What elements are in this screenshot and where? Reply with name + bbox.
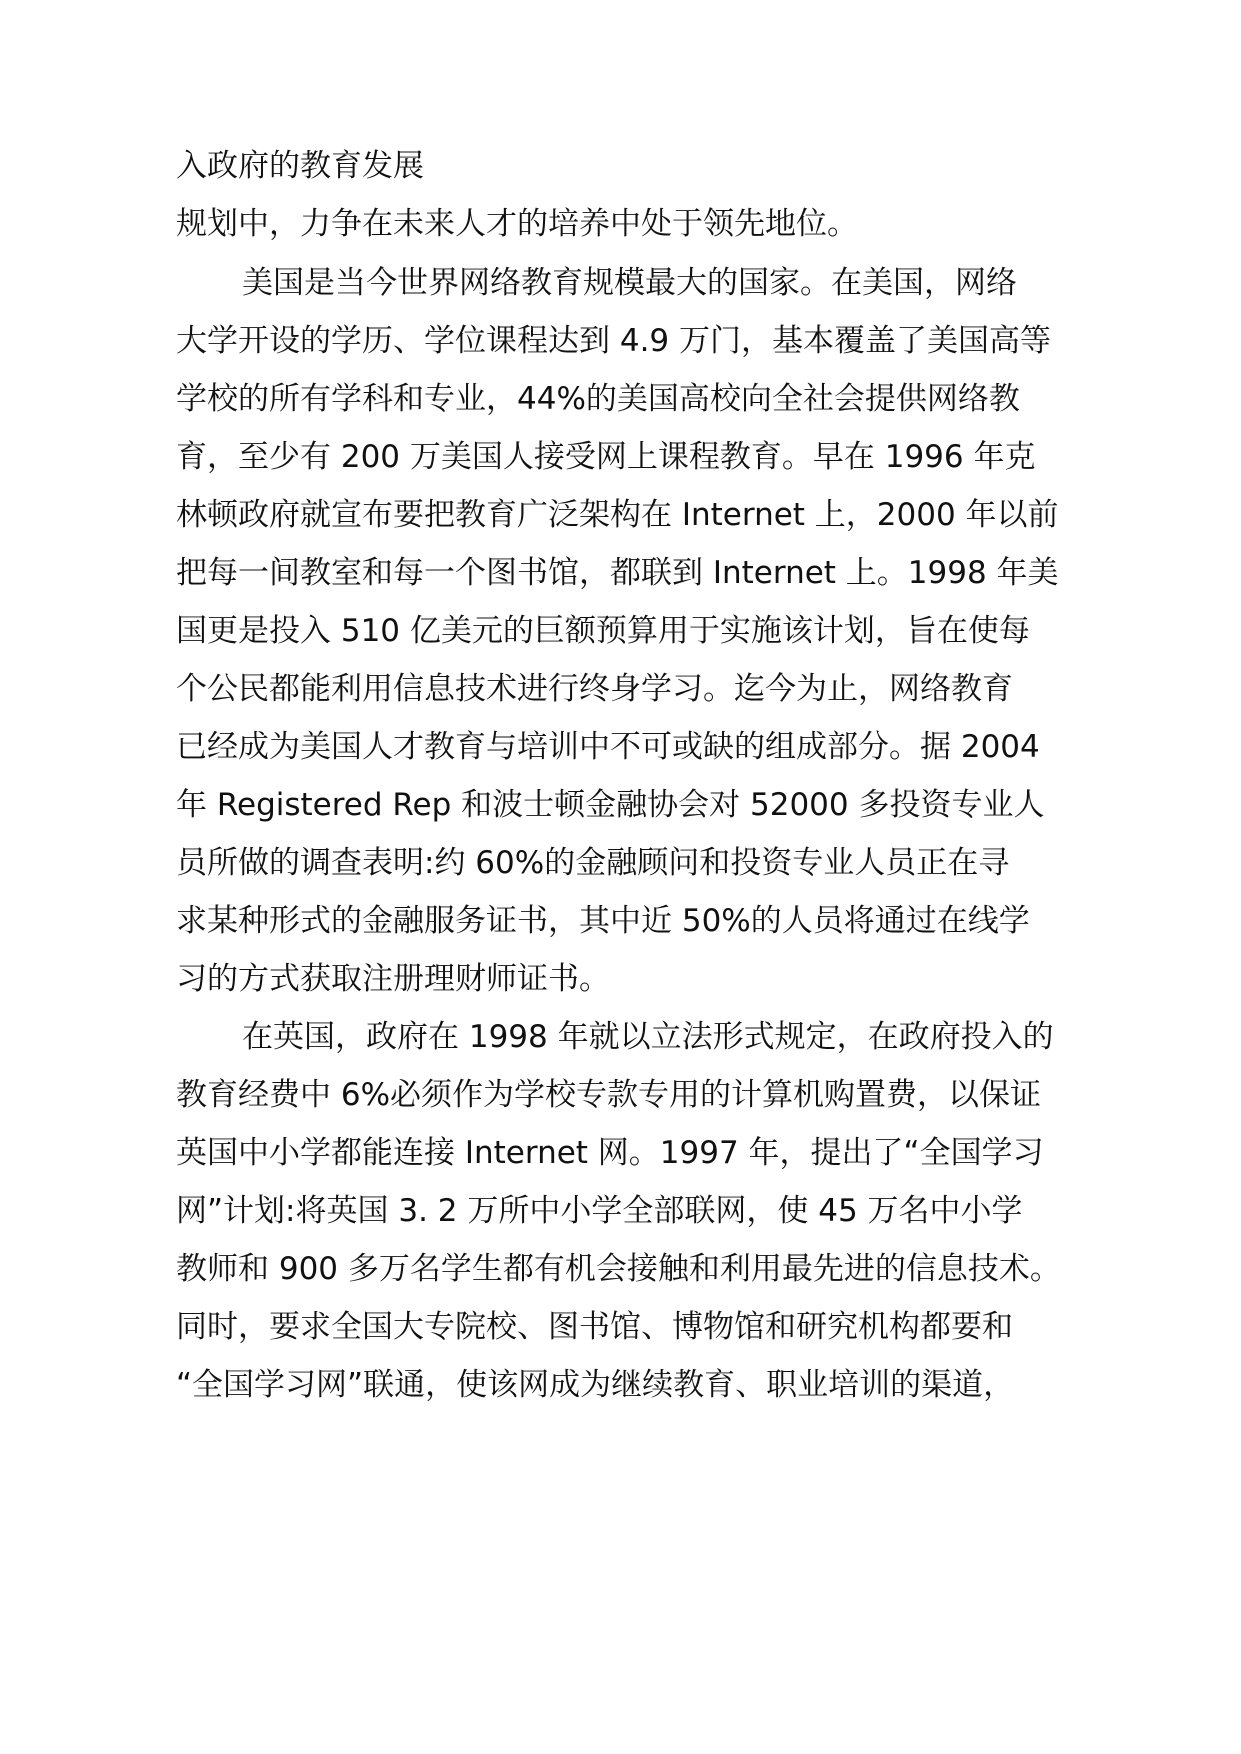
text-line: 林顿政府就宣布要把教育广泛架构在 Internet 上，2000 年以前 bbox=[176, 497, 1059, 533]
paragraph-start-line: 在英国，政府在 1998 年就以立法形式规定，在政府投入的 bbox=[242, 1019, 1054, 1055]
text-line: 英国中小学都能连接 Internet 网。1997 年，提出了“全国学习 bbox=[176, 1135, 1044, 1171]
text-line: 把每一间教室和每一个图书馆，都联到 Internet 上。1998 年美 bbox=[176, 555, 1059, 591]
text-line: 学校的所有学科和专业，44%的美国高校向全社会提供网络教 bbox=[176, 381, 1020, 417]
text-line: 教育经费中 6%必须作为学校专款专用的计算机购置费，以保证 bbox=[176, 1077, 1042, 1113]
text-line: 国更是投入 510 亿美元的巨额预算用于实施该计划，旨在使每 bbox=[176, 613, 1030, 649]
text-line: 入政府的教育发展 bbox=[176, 148, 424, 184]
text-line: “全国学习网”联通，使该网成为继续教育、职业培训的渠道， bbox=[176, 1367, 1015, 1403]
paragraph-start-line: 美国是当今世界网络教育规模最大的国家。在美国，网络 bbox=[242, 265, 1017, 301]
text-line: 已经成为美国人才教育与培训中不可或缺的组成部分。据 2004 bbox=[176, 729, 1040, 765]
text-line: 年 Registered Rep 和波士顿金融协会对 52000 多投资专业人 bbox=[176, 787, 1045, 823]
text-line: 规划中，力争在未来人才的培养中处于领先地位。 bbox=[176, 206, 858, 242]
text-line: 网”计划:将英国 3. 2 万所中小学全部联网，使 45 万名中小学 bbox=[176, 1193, 1023, 1229]
text-line: 教师和 900 多万名学生都有机会接触和利用最先进的信息技术。 bbox=[176, 1251, 1061, 1287]
text-line: 求某种形式的金融服务证书，其中近 50%的人员将通过在线学 bbox=[176, 903, 1030, 939]
text-line: 习的方式获取注册理财师证书。 bbox=[176, 961, 610, 997]
text-line: 育，至少有 200 万美国人接受网上课程教育。早在 1996 年克 bbox=[176, 439, 1036, 475]
text-line: 个公民都能利用信息技术进行终身学习。迄今为止，网络教育 bbox=[176, 671, 1013, 707]
text-line: 大学开设的学历、学位课程达到 4.9 万门，基本覆盖了美国高等 bbox=[176, 323, 1052, 359]
text-line: 员所做的调查表明:约 60%的金融顾问和投资专业人员正在寻 bbox=[176, 845, 1010, 881]
text-line: 同时，要求全国大专院校、图书馆、博物馆和研究机构都要和 bbox=[176, 1309, 1013, 1345]
